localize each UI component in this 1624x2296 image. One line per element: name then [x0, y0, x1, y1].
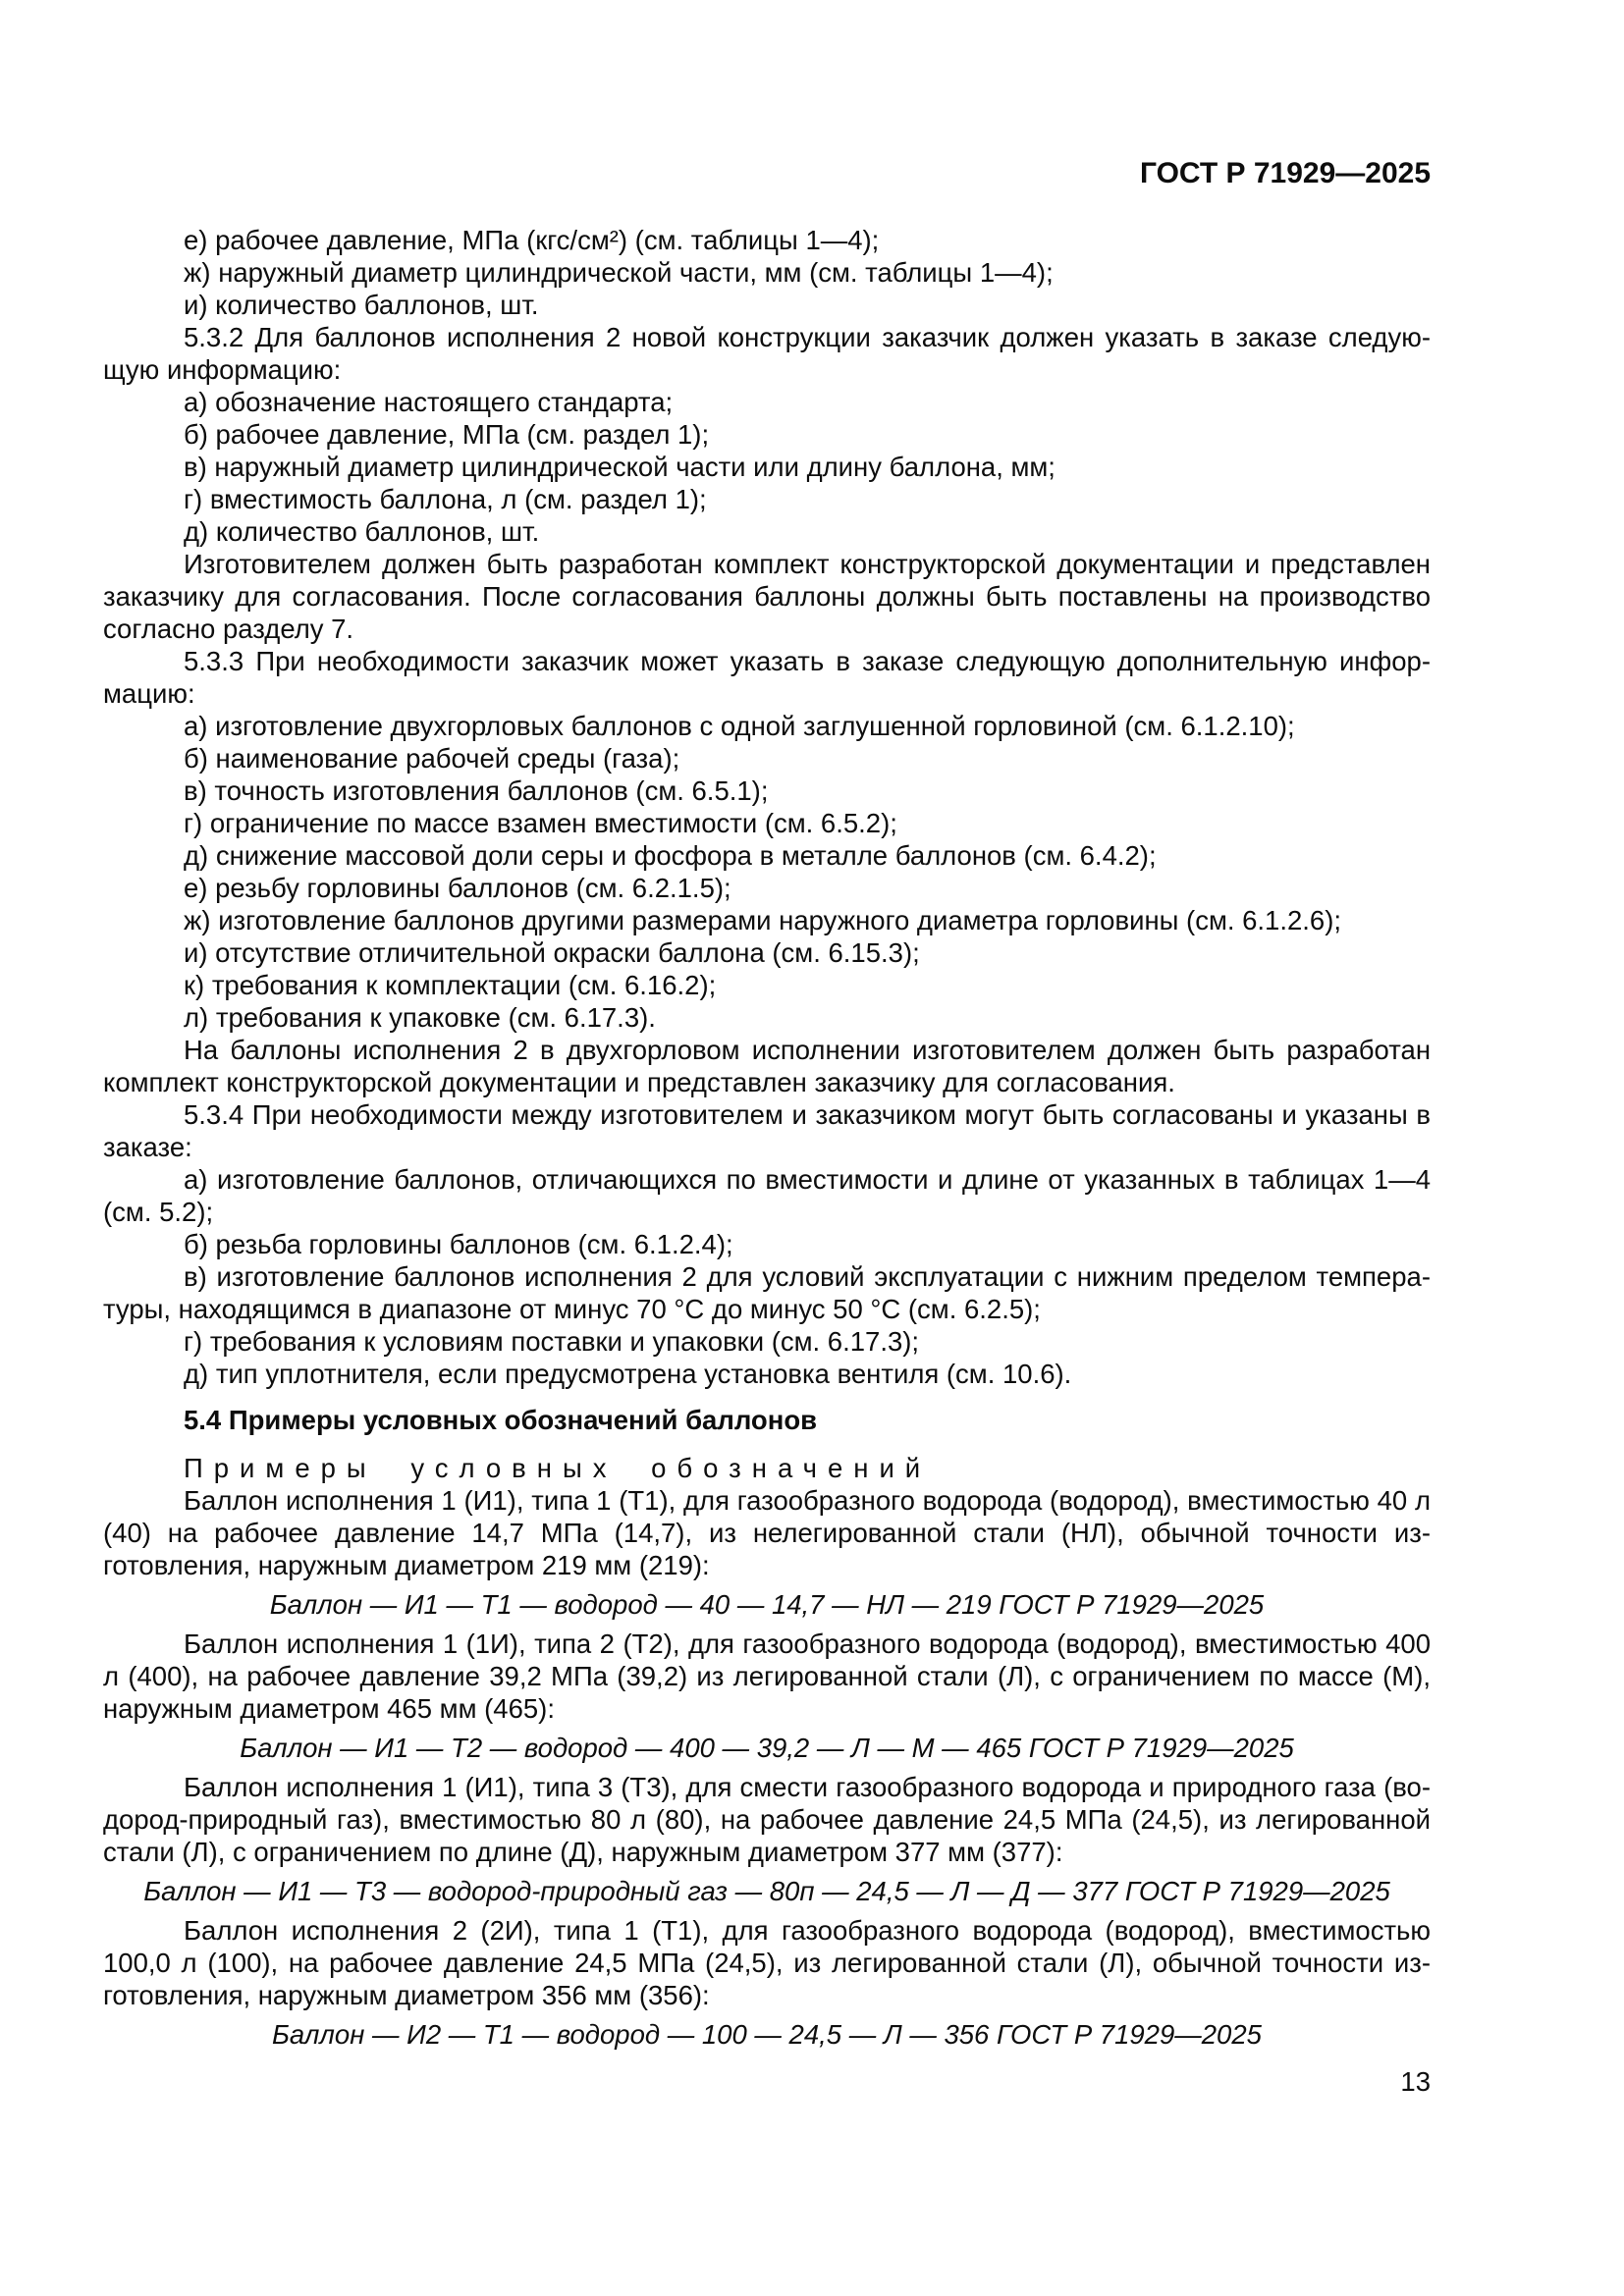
list-item: и) отсутствие отличительной окраски баллона (см. 6.15.3);	[184, 937, 920, 968]
examples-caption: Примеры условных обозначений	[184, 1453, 932, 1483]
designation-example: Баллон — И1 — Т2 — водород — 400 — 39,2 — Л — М — 465 ГОСТ Р 71929—2025	[240, 1733, 1294, 1763]
paragraph: 5.3.3 При необходимости заказчик может указать в заказе следующую дополнительную информацию:	[103, 646, 1431, 709]
list-item: д) снижение массовой доли серы и фосфора в металле баллонов (см. 6.4.2);	[184, 840, 1157, 871]
list-item: г) требования к условиям поставки и упаковки (см. 6.17.3);	[184, 1326, 920, 1357]
paragraph: 5.3.4 При необходимости между изготовителем и заказчиком могут быть согласованы и указаны в заказе:	[103, 1099, 1431, 1162]
list-item: а) изготовление двухгорловых баллонов с одной заглушенной горловиной (см. 6.1.2.10);	[184, 711, 1295, 741]
list-item: л) требования к упаковке (см. 6.17.3).	[184, 1002, 656, 1033]
list-item: г) вместимость баллона, л (см. раздел 1);	[184, 484, 707, 514]
list-item: к) требования к комплектации (см. 6.16.2);	[184, 970, 717, 1000]
page-number: 13	[1400, 2066, 1431, 2097]
list-item: е) рабочее давление, МПа (кгс/см²) (см. таблицы 1—4);	[184, 225, 880, 255]
list-item: б) наименование рабочей среды (газа);	[184, 743, 680, 774]
list-item: д) тип уплотнителя, если предусмотрена установка вентиля (см. 10.6).	[184, 1359, 1072, 1389]
list-item: б) резьба горловины баллонов (см. 6.1.2.4);	[184, 1229, 733, 1259]
paragraph: Баллон исполнения 1 (И1), типа 3 (Т3), для смести газообразного водорода и природного газа (водород-природный газ), вместимостью 80 л (80), на рабочее давление 24,5 МПа (24,5), из легированной стали (Л), с ограничением по длине (Д), наружным диаметром 377 мм (377):	[103, 1772, 1431, 1867]
designation-example: Баллон — И1 — Т1 — водород — 40 — 14,7 — НЛ — 219 ГОСТ Р 71929—2025	[269, 1589, 1265, 1620]
list-item: а) обозначение настоящего стандарта;	[184, 387, 674, 417]
paragraph: На баллоны исполнения 2 в двухгорловом исполнении изготовителем должен быть разработан комплект конструкторской документации и представлен заказчику для согласования.	[103, 1035, 1431, 1097]
list-item: а) изготовление баллонов, отличающихся по вместимости и длине от указанных в таблицах 1—4 (см. 5.2);	[103, 1164, 1431, 1227]
paragraph: Баллон исполнения 1 (1И), типа 2 (Т2), для газообразного водорода (водород), вместимостью 400 л (400), на рабочее давление 39,2 МПа (39,2) из легированной стали (Л), с ограничением по массе (М), наружным диаметром 465 мм (465):	[103, 1629, 1431, 1724]
list-item: в) изготовление баллонов исполнения 2 для условий эксплуатации с нижним пределом температуры, находящимся в диапазоне от минус 70 °С до минус 50 °С (см. 6.2.5);	[103, 1261, 1431, 1324]
section-heading: 5.4 Примеры условных обозначений баллонов	[184, 1405, 818, 1435]
designation-example: Баллон — И1 — Т3 — водород-природный газ — 80п — 24,5 — Л — Д — 377 ГОСТ Р 71929—2025	[143, 1876, 1390, 1906]
list-item: в) точность изготовления баллонов (см. 6.5.1);	[184, 775, 769, 806]
paragraph: Баллон исполнения 1 (И1), типа 1 (Т1), для газообразного водорода (водород), вместимостью 40 л (40) на рабочее давление 14,7 МПа (14,7), из нелегированной стали (НЛ), обычной точности изготовления, наружным диаметром 219 мм (219):	[103, 1485, 1431, 1580]
paragraph: Баллон исполнения 2 (2И), типа 1 (Т1), для газообразного водорода (водород), вместимостью 100,0 л (100), на рабочее давление 24,5 МПа (24,5), из легированной стали (Л), обычной точности изготовления, наружным диаметром 356 мм (356):	[103, 1915, 1431, 2010]
list-item: ж) изготовление баллонов другими размерами наружного диаметра горловины (см. 6.1.2.6);	[184, 905, 1342, 935]
paragraph: Изготовителем должен быть разработан комплект конструкторской документации и представлен заказчику для согласования. После согласования баллоны должны быть поставлены на производство согласно разделу 7.	[103, 549, 1431, 644]
list-item: б) рабочее давление, МПа (см. раздел 1);	[184, 419, 710, 450]
list-item: д) количество баллонов, шт.	[184, 516, 540, 547]
list-item: г) ограничение по массе взамен вместимости (см. 6.5.2);	[184, 808, 897, 838]
designation-example: Баллон — И2 — Т1 — водород — 100 — 24,5 — Л — 356 ГОСТ Р 71929—2025	[272, 2019, 1262, 2050]
list-item: и) количество баллонов, шт.	[184, 290, 539, 320]
list-item: в) наружный диаметр цилиндрической части или длину баллона, мм;	[184, 452, 1056, 482]
list-item: ж) наружный диаметр цилиндрической части, мм (см. таблицы 1—4);	[184, 257, 1054, 288]
list-item: е) резьбу горловины баллонов (см. 6.2.1.5);	[184, 873, 731, 903]
paragraph: 5.3.2 Для баллонов исполнения 2 новой конструкции заказчик должен указать в заказе следующую информацию:	[103, 322, 1431, 385]
standard-number: ГОСТ Р 71929—2025	[1139, 157, 1431, 189]
